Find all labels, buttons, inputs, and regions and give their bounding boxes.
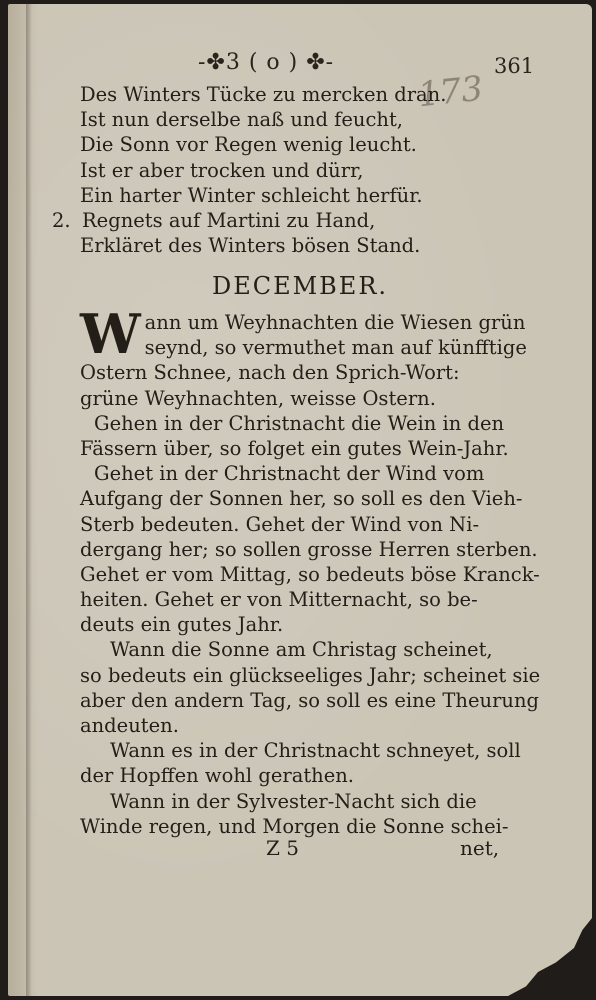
paragraph-2	[80, 411, 550, 461]
verse-line: Erkläret des Winters bösen Stand.	[80, 234, 421, 258]
paragraph-line: dergang her; so sollen grosse Herren sterben.	[80, 537, 538, 561]
paragraph-line: so bedeuts ein glückseeliges Jahr; scheinet sie	[80, 663, 541, 687]
paragraph-line: Wann die Sonne am Christag scheinet,	[110, 638, 493, 662]
item-number: 2.	[52, 208, 71, 232]
paragraph-line: Ostern Schnee, nach den Sprich-Wort:	[80, 361, 460, 385]
paragraph-line: Sterb bedeuten. Gehet der Wind von Ni-	[80, 512, 480, 536]
signature-mark: Z 5	[266, 836, 299, 860]
december-body	[80, 302, 550, 839]
drop-capital: W	[80, 302, 141, 366]
paragraph-line: seynd, so vermuthet man auf künfftige	[144, 336, 527, 360]
paragraph-line: aber den andern Tag, so soll es eine Theurung	[80, 688, 540, 712]
paragraph-line: Gehet er vom Mittag, so bedeuts böse Kranck-	[80, 562, 540, 586]
verse-line: Die Sonn vor Regen wenig leucht.	[80, 133, 417, 157]
verse-line: Ist nun derselbe naß und feucht,	[80, 108, 404, 132]
handwritten-annotation: 173	[416, 68, 485, 116]
paragraph-line: grüne Weyhnachten, weisse Ostern.	[80, 386, 436, 410]
verse-text: Regnets auf Martini zu Hand,	[82, 208, 376, 232]
paragraph-line: Wann in der Sylvester-Nacht sich die	[110, 789, 477, 813]
paragraph-line: heiten. Gehet er von Mitternacht, so be-	[80, 588, 478, 612]
torn-corner	[472, 876, 592, 996]
paragraph-line: Wann es in der Christnacht schneyet, soll	[110, 739, 521, 763]
paragraph-line: Fässern über, so folget ein gutes Wein-Jahr.	[80, 436, 509, 460]
paragraph-line: der Hopffen wohl gerathen.	[80, 764, 355, 788]
paragraph-line: Gehen in der Christnacht die Wein in den	[94, 411, 505, 435]
paragraph-4	[80, 637, 550, 738]
book-page	[8, 4, 592, 996]
section-heading: DECEMBER.	[211, 272, 389, 300]
paragraph-line: Aufgang der Sonnen her, so soll es den Vieh-	[80, 487, 523, 511]
header-ornament: -✤3 ( o ) ✤-	[198, 50, 335, 75]
paragraph-6	[80, 789, 550, 839]
verse-line: Ein harter Winter schleicht herfür.	[80, 183, 423, 207]
numbered-verse-line	[52, 208, 550, 233]
paragraph-line: Gehet in der Christnacht der Wind vom	[94, 462, 485, 486]
paragraph-1	[80, 302, 550, 411]
verse-line: Des Winters Tücke zu mercken dran.	[80, 83, 447, 106]
paragraph-3	[80, 461, 550, 637]
verse-line: Ist er aber trocken und dürr,	[80, 158, 364, 182]
paragraph-line: Winde regen, und Morgen die Sonne schei-	[80, 814, 509, 838]
catchword: net,	[460, 836, 500, 860]
paragraph-line: deuts ein gutes Jahr.	[80, 613, 284, 637]
verse-block	[52, 82, 550, 258]
paragraph-line: andeuten.	[80, 714, 179, 737]
page-number: 361	[494, 54, 535, 78]
page-footer	[8, 836, 592, 864]
paragraph-text: ann um Weyhnachten die Wiesen grün	[144, 311, 526, 334]
paragraph-5	[80, 738, 550, 788]
